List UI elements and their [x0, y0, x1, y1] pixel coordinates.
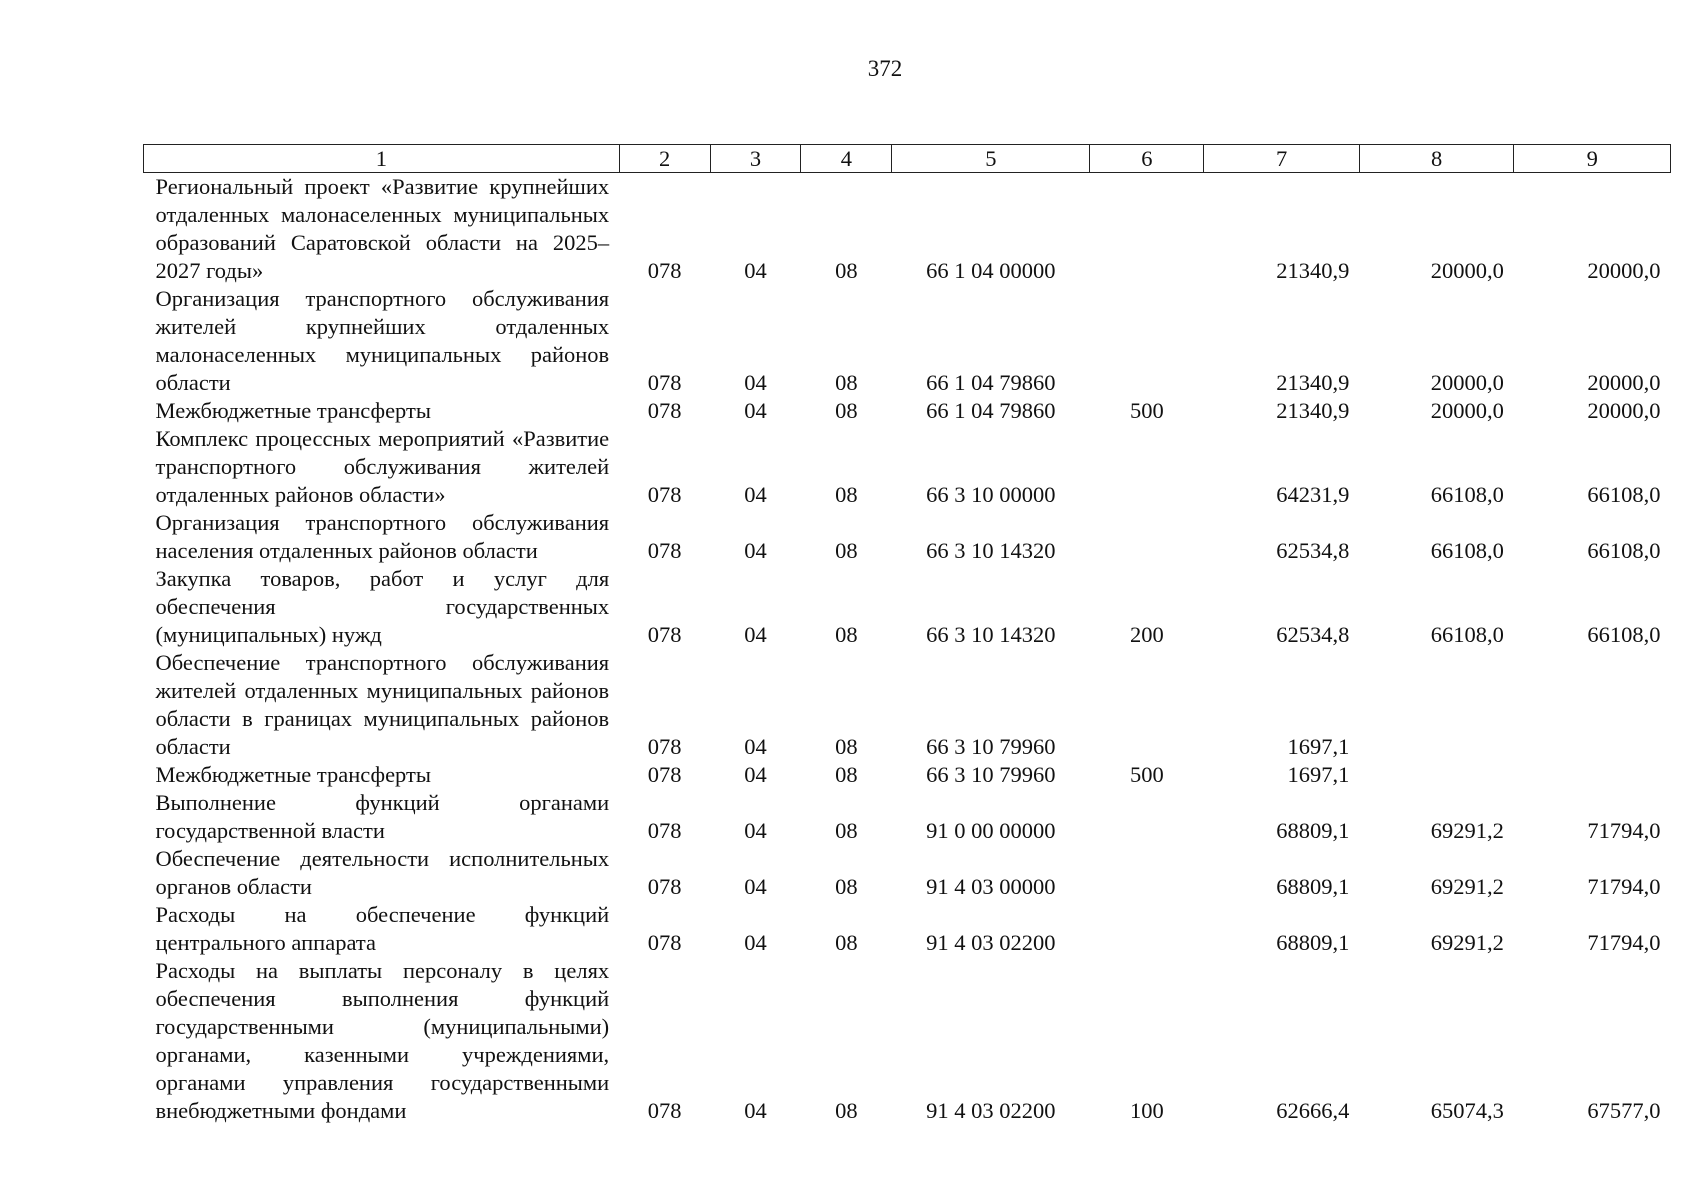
- expense-type-cell: 200: [1129, 622, 1164, 647]
- amount-col7-cell: 68809,1: [1276, 874, 1350, 899]
- subsection-code-cell: 08: [835, 258, 858, 283]
- subsection-code-cell: 08: [835, 1098, 858, 1123]
- amount-col9-cell: 20000,0: [1587, 370, 1661, 395]
- amount-col8-cell: 20000,0: [1430, 398, 1504, 423]
- subsection-code-cell: 08: [835, 538, 858, 563]
- amount-col8-cell: 69291,2: [1430, 930, 1504, 955]
- subsection-code-cell: 08: [835, 930, 858, 955]
- table-row: [144, 761, 1671, 789]
- ministry-code-cell: 078: [647, 482, 682, 507]
- target-article-cell: 91 4 03 00000: [926, 874, 1056, 899]
- ministry-code-cell: 078: [647, 874, 682, 899]
- amount-col7-cell: 1697,1: [1287, 762, 1350, 787]
- expense-name-cell: Обеспечение деятельности исполнительных органов области: [155, 846, 610, 899]
- section-code-cell: 04: [744, 482, 767, 507]
- expense-name-cell: Региональный проект «Развитие крупнейших отдаленных малонаселенных муниципальных образований Саратовской области на 2025–2027 годы»: [155, 174, 610, 283]
- subsection-code-cell: 08: [835, 874, 858, 899]
- table-row: [144, 789, 1671, 845]
- expense-name-cell: Межбюджетные трансферты: [155, 398, 431, 423]
- section-code-cell: 04: [744, 818, 767, 843]
- section-code-cell: 04: [744, 258, 767, 283]
- section-code-cell: 04: [744, 734, 767, 759]
- amount-col7-cell: 21340,9: [1276, 258, 1350, 283]
- table-row: [144, 845, 1671, 901]
- expense-type-cell: [1090, 173, 1204, 286]
- amount-col9-cell: 66108,0: [1587, 482, 1661, 507]
- section-code-cell: 04: [744, 874, 767, 899]
- amount-col8-cell: 20000,0: [1430, 370, 1504, 395]
- amount-col9-cell: 66108,0: [1587, 538, 1661, 563]
- ministry-code-cell: 078: [647, 538, 682, 563]
- expense-name-cell: Межбюджетные трансферты: [155, 762, 431, 787]
- ministry-code-cell: 078: [647, 258, 682, 283]
- amount-col9-cell: 71794,0: [1587, 818, 1661, 843]
- target-article-cell: 91 4 03 02200: [926, 1098, 1056, 1123]
- amount-col8-cell: 66108,0: [1430, 482, 1504, 507]
- table-body: [144, 173, 1671, 1126]
- table-row: [144, 397, 1671, 425]
- page-number: 372: [867, 56, 903, 81]
- expense-type-cell: 100: [1129, 1098, 1164, 1123]
- column-header-5: 5: [892, 145, 1090, 173]
- column-header-1: 1: [144, 145, 620, 173]
- target-article-cell: 91 0 00 00000: [926, 818, 1056, 843]
- expense-name-cell: Обеспечение транспортного обслуживания жителей отдаленных муниципальных районов области в границах муниципальных районов области: [155, 650, 610, 759]
- expense-type-cell: [1090, 649, 1204, 761]
- subsection-code-cell: 08: [835, 370, 858, 395]
- amount-col7-cell: 62666,4: [1276, 1098, 1350, 1123]
- table-row: [144, 649, 1671, 761]
- section-code-cell: 04: [744, 1098, 767, 1123]
- target-article-cell: 66 1 04 79860: [926, 370, 1056, 395]
- expense-type-cell: [1090, 845, 1204, 901]
- ministry-code-cell: 078: [647, 398, 682, 423]
- amount-col9-cell: 20000,0: [1587, 258, 1661, 283]
- amount-col9-cell: 66108,0: [1587, 622, 1661, 647]
- target-article-cell: 66 3 10 79960: [926, 762, 1056, 787]
- expense-name-cell: Комплекс процессных мероприятий «Развитие транспортного обслуживания жителей отдаленных районов области»: [155, 426, 610, 507]
- expense-type-cell: [1090, 285, 1204, 397]
- amount-col7-cell: 68809,1: [1276, 930, 1350, 955]
- target-article-cell: 66 3 10 14320: [926, 538, 1056, 563]
- amount-col7-cell: 21340,9: [1276, 398, 1350, 423]
- table-row: [144, 425, 1671, 509]
- table-row: [144, 957, 1671, 1125]
- subsection-code-cell: 08: [835, 622, 858, 647]
- expense-name-cell: Закупка товаров, работ и услуг для обеспечения государственных (муниципальных) нужд: [155, 566, 610, 647]
- target-article-cell: 91 4 03 02200: [926, 930, 1056, 955]
- amount-col8-cell: [1359, 761, 1514, 789]
- subsection-code-cell: 08: [835, 734, 858, 759]
- target-article-cell: 66 1 04 79860: [926, 398, 1056, 423]
- amount-col8-cell: 69291,2: [1430, 874, 1504, 899]
- table-row: [144, 901, 1671, 957]
- column-header-8: 8: [1359, 145, 1514, 173]
- column-header-7: 7: [1204, 145, 1360, 173]
- target-article-cell: 66 1 04 00000: [926, 258, 1056, 283]
- amount-col7-cell: 62534,8: [1276, 538, 1350, 563]
- amount-col8-cell: 20000,0: [1430, 258, 1504, 283]
- section-code-cell: 04: [744, 538, 767, 563]
- subsection-code-cell: 08: [835, 818, 858, 843]
- expense-type-cell: [1090, 901, 1204, 957]
- ministry-code-cell: 078: [647, 1098, 682, 1123]
- amount-col8-cell: 65074,3: [1430, 1098, 1504, 1123]
- ministry-code-cell: 078: [647, 622, 682, 647]
- section-code-cell: 04: [744, 622, 767, 647]
- target-article-cell: 66 3 10 00000: [926, 482, 1056, 507]
- ministry-code-cell: 078: [647, 818, 682, 843]
- section-code-cell: 04: [744, 930, 767, 955]
- expense-name-cell: Организация транспортного обслуживания населения отдаленных районов области: [155, 510, 610, 563]
- table-row: [144, 285, 1671, 397]
- expense-name-cell: Выполнение функций органами государственной власти: [155, 790, 610, 843]
- ministry-code-cell: 078: [647, 762, 682, 787]
- amount-col9-cell: 67577,0: [1587, 1098, 1661, 1123]
- expense-type-cell: 500: [1129, 398, 1164, 423]
- amount-col9-cell: [1514, 649, 1671, 761]
- ministry-code-cell: 078: [647, 370, 682, 395]
- amount-col8-cell: 69291,2: [1430, 818, 1504, 843]
- amount-col7-cell: 68809,1: [1276, 818, 1350, 843]
- section-code-cell: 04: [744, 370, 767, 395]
- subsection-code-cell: 08: [835, 398, 858, 423]
- section-code-cell: 04: [744, 762, 767, 787]
- column-header-3: 3: [710, 145, 801, 173]
- table-header: [144, 145, 1671, 173]
- budget-table: [143, 144, 1671, 1125]
- ministry-code-cell: 078: [647, 734, 682, 759]
- amount-col9-cell: 71794,0: [1587, 930, 1661, 955]
- amount-col8-cell: 66108,0: [1430, 538, 1504, 563]
- amount-col8-cell: 66108,0: [1430, 622, 1504, 647]
- table-row: [144, 173, 1671, 286]
- header-row: [144, 145, 1671, 173]
- table-row: [144, 509, 1671, 565]
- expense-name-cell: Расходы на выплаты персоналу в целях обеспечения выполнения функций государственными (муниципальными) органами, казенными учреждениями, органами управления государственными внебюджетными фондами: [155, 958, 610, 1123]
- amount-col9-cell: 20000,0: [1587, 398, 1661, 423]
- amount-col8-cell: [1359, 649, 1514, 761]
- amount-col7-cell: 64231,9: [1276, 482, 1350, 507]
- subsection-code-cell: 08: [835, 762, 858, 787]
- expense-name-cell: Расходы на обеспечение функций центрального аппарата: [155, 902, 610, 955]
- section-code-cell: 04: [744, 398, 767, 423]
- expense-name-cell: Организация транспортного обслуживания жителей крупнейших отдаленных малонаселенных муниципальных районов области: [155, 286, 610, 395]
- column-header-9: 9: [1514, 145, 1671, 173]
- amount-col7-cell: 1697,1: [1287, 734, 1350, 759]
- amount-col7-cell: 21340,9: [1276, 370, 1350, 395]
- target-article-cell: 66 3 10 79960: [926, 734, 1056, 759]
- amount-col9-cell: 71794,0: [1587, 874, 1661, 899]
- amount-col9-cell: [1514, 761, 1671, 789]
- expense-type-cell: [1090, 425, 1204, 509]
- column-header-4: 4: [801, 145, 892, 173]
- expense-type-cell: 500: [1129, 762, 1164, 787]
- target-article-cell: 66 3 10 14320: [926, 622, 1056, 647]
- expense-type-cell: [1090, 509, 1204, 565]
- subsection-code-cell: 08: [835, 482, 858, 507]
- column-header-6: 6: [1090, 145, 1204, 173]
- table-row: [144, 565, 1671, 649]
- amount-col7-cell: 62534,8: [1276, 622, 1350, 647]
- expense-type-cell: [1090, 789, 1204, 845]
- ministry-code-cell: 078: [647, 930, 682, 955]
- column-header-2: 2: [619, 145, 710, 173]
